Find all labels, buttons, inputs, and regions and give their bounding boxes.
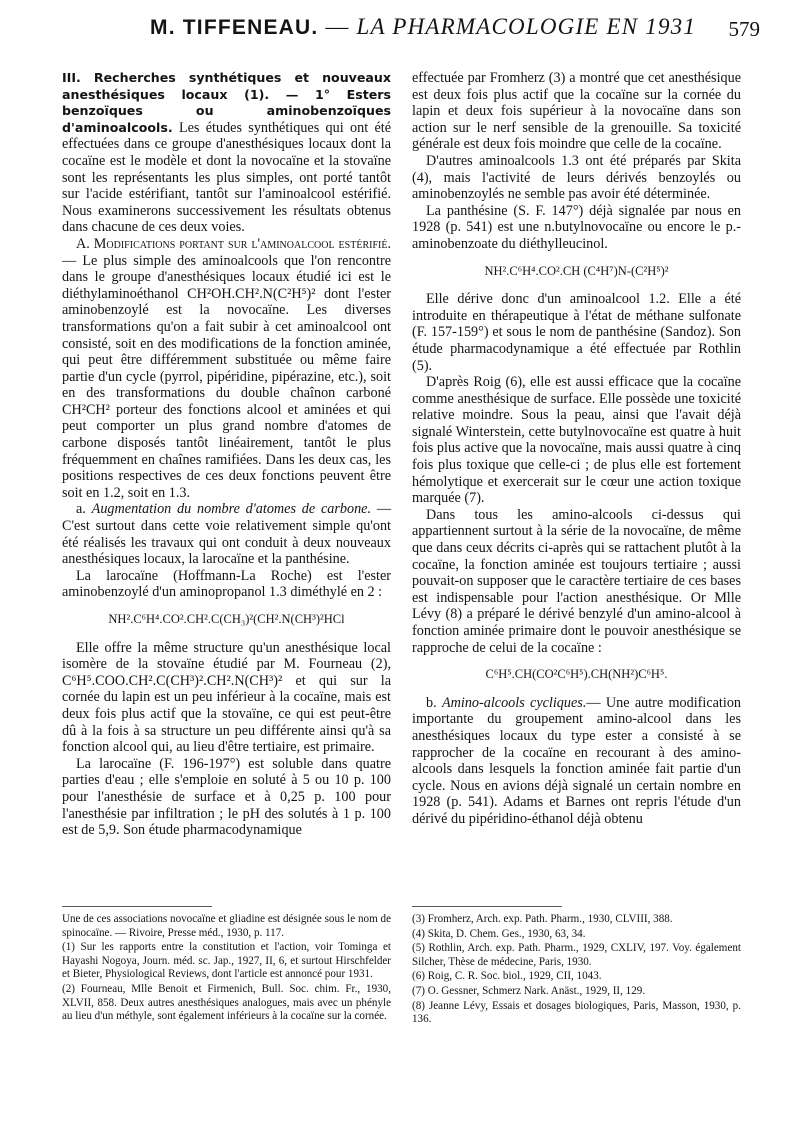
running-head-separator: — [318,14,357,39]
subsection-a-text: — Le plus simple des aminoalcools que l'on rencontre dans le groupe d'anesthésiques locaux étudié ici est le diéthylaminoéthanol CH²OH.CH².N(C²H⁵)² dont l'ester aminobenzoylé est la novocaïne. Les diverses transformations qu'on a fait subir à cet aminoalcool ont consisté, soit en des modifications de la fonction aminée, qui peut être différemment substituée ou même faire partie d'un cycle (pyrrol, pipéridine, pipérazine, etc.), soit en des transformations du double chaînon carboné CH²CH² porteur des fonctions alcool et aminées et qui peut comporter un plus grand nombre d'atomes de carbone disposés tantôt linéairement, tantôt le plus fréquemment en chaînes ramifiées. Dans les deux cas, les positions respectives de ces deux fonctions peuvent être soit en 1.2, soit en 1.3. [62,252,391,501]
footnotes-left [62,913,391,1025]
subsection-a1-heading: Augmentation du nombre d'atomes de carbone. [91,501,372,518]
footnote: (6) Roig, C. R. Soc. biol., 1929, CII, 1043. [412,970,602,983]
right-column [412,70,741,828]
formula-panthesine: NH².C⁶H⁴.CO².CH (C⁴H⁷)N-(C²H⁵)² [484,263,669,278]
footnote: (8) Jeanne Lévy, Essais et dosages biologiques, Paris, Masson, 1930, p. 136. [412,999,741,1026]
left-column [62,70,391,839]
running-head-author: M. TIFFENEAU. [150,16,319,39]
stovaine-paragraph: Elle offre la même structure qu'un anesthésique local isomère de la stovaïne étudié par M. Fourneau (2), C⁶H⁵.COO.CH².C(CH³)².CH².N(CH³)² et qui sur la cornée du lapin est un peu inférieur à la cocaïne, mais est deux fois plus actif que la stovaïne, ce qui est peut-être dû à la fois à sa structure un peu différente ainsi qu'à sa fonction alcool qui, au lieu d'être tertiaire, est primaire. [62,639,391,756]
section-intro-text: Les études synthétiques qui ont été effectuées dans ce groupe d'anesthésiques locaux dont la cocaïne est le modèle et dont la novocaïne et la stovaïne sont les représentants les plus simples, ont porté tantôt sur l'acide estérifiant, tantôt sur l'aminoalcool estérifié. Nous examinerons successivement les résultats obtenus dans chacune de ces deux voies. [62,119,391,236]
footnote: Une de ces associations novocaïne et gliadine est désignée sous le nom de spinocaïne. — Rivoire, Presse méd., 1930, p. 117. [62,913,391,939]
section-intro-paragraph [62,70,391,236]
footnote-rule-right [412,906,562,907]
footnote: (5) Rothlin, Arch. exp. Path. Pharm., 1929, CXLIV, 197. Voy. également Silcher, Thèse de médecine, Paris, 1930. [412,942,741,968]
subsection-a1-text: — C'est surtout dans cette voie relativement simple qu'ont été réalisés les travaux qui ont conduit à deux nouveaux anesthésiques locaux, la larocaïne et la panthésine. [62,501,392,568]
roig-paragraph: D'après Roig (6), elle est aussi efficace que la cocaïne comme anesthésique de surface. Elle possède une toxicité relative moindre. Sous la peau, ainsi que l'avait déjà signalé Winterstein, cette butylnovocaïne est quatre à huit fois plus active que la novocaïne, mais aussi quatre à cinq fois plus toxique que celle-ci ; de plus elle est fortement hémolytique et exercerait sur le cœur une action toxique marquée (7). [412,374,741,507]
footnote: (1) Sur les rapports entre la constitution et l'action, voir Tominga et Hayashi Nogoya, Journ. méd. sc. Jap., 1927, II, 6, et surtout Hirschfelder et Bieter, Physiological Reviews, dont l'article est annoncé pour 1931. [62,941,391,981]
formula-larocaine: NH².C⁶H⁴.CO².CH².C(CH₃)²(CH².N(CH³)²HCl [108,612,345,626]
footnote: (3) Fromherz, Arch. exp. Path. Pharm., 1930, CLVIII, 388. [412,913,673,925]
footnote: (7) O. Gessner, Schmerz Nark. Anäst., 1929, II, 129. [412,984,646,997]
continuation-paragraph: effectuée par Fromherz (3) a montré que cet anesthésique est deux fois plus actif que la cocaïne sur la cornée du lapin et deux fois supérieur à la novocaïne dans son action sur le nerf sensible de la grenouille. Sa toxicité générale est deux fois moindre que celle de la cocaïne. [412,70,741,153]
footnote: (4) Skita, D. Chem. Ges., 1930, 63, 34. [412,927,586,940]
subsection-b-paragraph [412,695,741,828]
subsection-a-heading: A. Modifications portant sur l'aminoalcool estérifié. [76,235,391,252]
subsection-a1-paragraph [62,501,391,567]
footnote: (2) Fourneau, Mlle Benoit et Firmenich, Bull. Soc. chim. Fr., 1930, XLVII, 858. Deux autres anesthésiques analogues, mais avec un phényle au lieu d'un méthyle, sont également inférieurs à la cocaïne sur la cornée. [62,982,391,1023]
footnotes-right [412,913,741,1028]
subsection-a1-label: a. [76,501,86,518]
section-heading: III. Recherches synthétiques et nouveaux anesthésiques locaux (1). — 1° Esters benzoïques ou aminobenzoïques d'aminoalcools. [62,70,391,135]
panthesine-paragraph: La panthésine (S. F. 147°) déjà signalée par nous en 1928 (p. 541) est une n.butylnovocaïne ou encore le p.-aminobenzoate du diéthylleucinol. [412,202,741,252]
running-head-title: LA PHARMACOLOGIE EN 1931 [356,14,697,39]
larocaine-paragraph: La larocaïne (Hoffmann-La Roche) est l'ester aminobenzoylé d'un aminopropanol 1.3 diméthylé en 2 : [62,567,391,601]
subsection-b-heading: Amino-alcools cycliques. [441,694,587,711]
skita-paragraph: D'autres aminoalcools 1.3 ont été préparés par Skita (4), mais l'activité de leurs dérivés benzoylés ou aminobenzoylés ne semble pas avoir été déterminée. [412,152,741,203]
solubility-paragraph: La larocaïne (F. 196-197°) est soluble dans quatre parties d'eau ; elle s'emploie en soluté à 5 ou 10 p. 100 pour l'anesthésie de surface et à 0,25 p. 100 pour l'anesthésie par infiltration ; le pH des solutés à 1 p. 100 est de 5,9. Son étude pharmacodynamique [62,755,391,839]
formula-benzyl-derivative: C⁶H⁵.CH(CO²C⁶H⁵).CH(NH²)C⁶H⁵. [485,667,668,682]
subsection-b-label: b. [426,694,437,711]
running-head [150,14,697,40]
subsection-a-paragraph [62,236,391,502]
footnote-rule-left [62,906,212,907]
amino-alcohols-paragraph: Dans tous les amino-alcools ci-dessus qui appartiennent surtout à la série de la novocaïne, de même que dans ceux décrits ci-après qui se rattachent plutôt à la cocaïne, la fonction aminée est toujours tertiaire ; aussi pouvait-on supposer que le caractère tertiaire de ces bases est indispensable pour l'action anesthésique. Or Mlle Lévy (8) a préparé le dérivé benzylé d'un amino-alcool à fonction aminée primaire dont le pouvoir anesthésique se rapproche de celui de la cocaïne : [412,506,741,656]
page-number: 579 [728,17,760,41]
derivation-paragraph: Elle dérive donc d'un aminoalcool 1.2. Elle a été introduite en thérapeutique à l'état de méthane sulfonate (F. 157-159°) et sous le nom de panthésine (Sandoz). Son étude pharmacodynamique a été effectuée par Rothlin (5). [412,291,741,374]
subsection-b-text: — Une autre modification importante du groupement amino-alcool dans les anesthésiques locaux du type ester a consisté à se rapprocher de la cocaïne en recourant à des amino-alcools dans lesquels la fonction aminée fait partie d'un cycle. Nous en avions déjà signalé un certain nombre en 1928 (p. 541). Adams et Barnes ont repris l'étude d'un dérivé du pipéridino-éthanol déjà obtenu [412,694,742,827]
